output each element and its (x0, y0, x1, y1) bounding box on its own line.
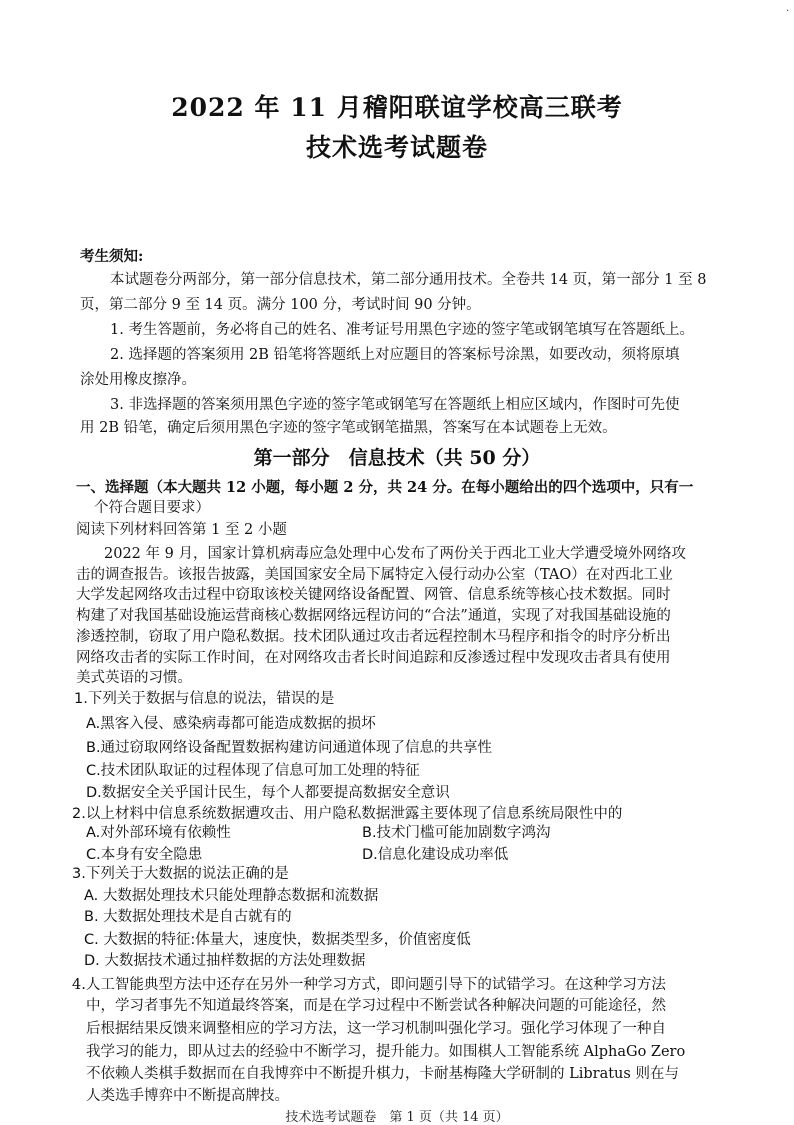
exam-title: 2022 年 11 月稽阳联谊学校高三联考 (171, 93, 623, 122)
notice-line: 涂处用橡皮擦净。 (80, 372, 196, 388)
notice-line: 本试题卷分两部分，第一部分信息技术，第二部分通用技术。全卷共 14 页，第一部分 1 至 8 (110, 272, 707, 288)
material-line: 击的调查报告。该报告披露，美国国家安全局下属特定入侵行动办公室（TAO）在对西北工业 (76, 567, 673, 583)
material-intro: 阅读下列材料回答第 1 至 2 小题 (76, 522, 287, 538)
question-1-option-a: A.黑客入侵、感染病毒都可能造成数据的损坏 (86, 716, 376, 732)
section-heading: 一、选择题（本大题共 12 小题，每小题 2 分，共 24 分。在每小题给出的四个选项中，只有一 (76, 479, 694, 496)
material-line: 美式英语的习惯。 (76, 670, 192, 686)
question-1-option-c: C.技术团队取证的过程体现了信息可加工处理的特征 (86, 763, 420, 779)
question-4-line: 不依赖人类棋手数据而在自我博弈中不断提升棋力，卡耐基梅隆大学研制的 Libratus 则在与 (86, 1066, 679, 1082)
question-2-option-d: D.信息化建设成功率低 (362, 847, 509, 863)
material-line: 构建了对我国基础设施运营商核心数据网络远程访问的“合法”通道，实现了对我国基础设施的 (76, 608, 671, 624)
question-1-option-d: D.数据安全关乎国计民生，每个人都要提高数据安全意识 (86, 785, 450, 801)
question-4-line: 后根据结果反馈来调整相应的学习方法，这一学习机制叫强化学习。强化学习体现了一种自 (86, 1021, 666, 1037)
question-4-line: 中，学习者事先不知道最终答案，而是在学习过程中不断尝试各种解决问题的可能途径，然 (86, 998, 666, 1014)
question-4-line: 4.人工智能典型方法中还存在另外一种学习方式，即问题引导下的试错学习。在这种学习方法 (72, 977, 666, 993)
corner-mark: · (786, 6, 790, 17)
material-line: 大学发起网络攻击过程中窃取该校关键网络设备配置、网管、信息系统等核心技术数据。同时 (76, 587, 671, 603)
notice-line: 3. 非选择题的答案须用黑色字迹的签字笔或钢笔写在答题纸上相应区域内，作图时可先使 (110, 397, 680, 413)
question-3-option-c: C. 大数据的特征:体量大，速度快，数据类型多，价值密度低 (84, 932, 471, 948)
material-line: 网络攻击者的实际工作时间，在对网络攻击者长时间追踪和反渗透过程中发现攻击者具有使用 (76, 650, 671, 666)
notice-line: 1. 考生答题前，务必将自己的姓名、准考证号用黑色字迹的签字笔或钢笔填写在答题纸上。 (110, 322, 694, 338)
material-line: 2022 年 9 月，国家计算机病毒应急处理中心发布了两份关于西北工业大学遭受境外网络攻 (104, 546, 686, 562)
part1-heading: 第一部分 信息技术（共 50 分） (253, 447, 541, 469)
notice-heading: 考生须知: (80, 248, 144, 265)
notice-line: 用 2B 铅笔，确定后须用黑色字迹的签字笔或钢笔描黑，答案写在本试题卷上无效。 (80, 420, 617, 436)
question-3-option-d: D. 大数据技术通过抽样数据的方法处理数据 (84, 953, 366, 969)
page-footer: 技术选考试题卷 第 1 页（共 14 页） (285, 1110, 509, 1125)
notice-line: 页，第二部分 9 至 14 页。满分 100 分，考试时间 90 分钟。 (80, 297, 481, 313)
question-4-line: 我学习的能力，即从过去的经验中不断学习，提升能力。如围棋人工智能系统 AlphaGo Zero (86, 1044, 686, 1060)
material-line: 渗透控制，窃取了用户隐私数据。技术团队通过攻击者远程控制木马程序和指令的时序分析出 (76, 629, 671, 645)
question-2-option-b: B.技术门槛可能加剧数字鸿沟 (362, 825, 551, 841)
question-4-line: 人类选手博弈中不断提高牌技。 (86, 1088, 289, 1104)
question-2-option-c: C.本身有安全隐患 (86, 847, 203, 863)
section-heading-cont: 个符合题目要求） (94, 500, 210, 516)
question-3-option-b: B. 大数据处理技术是自古就有的 (84, 909, 292, 925)
notice-line: 2. 选择题的答案须用 2B 铅笔将答题纸上对应题目的答案标号涂黑，如要改动，须将原填 (110, 347, 680, 363)
question-1-option-b: B.通过窃取网络设备配置数据构建访问通道体现了信息的共享性 (86, 740, 493, 756)
question-3-option-a: A. 大数据处理技术只能处理静态数据和流数据 (84, 888, 379, 904)
question-2-option-a: A.对外部环境有依赖性 (86, 825, 231, 841)
exam-subtitle: 技术选考试题卷 (305, 133, 488, 162)
question-3-stem: 3.下列关于大数据的说法正确的是 (72, 866, 289, 882)
question-1-stem: 1.下列关于数据与信息的说法，错误的是 (74, 691, 335, 707)
question-2-stem: 2.以上材料中信息系统数据遭攻击、用户隐私数据泄露主要体现了信息系统局限性中的 (72, 806, 623, 822)
